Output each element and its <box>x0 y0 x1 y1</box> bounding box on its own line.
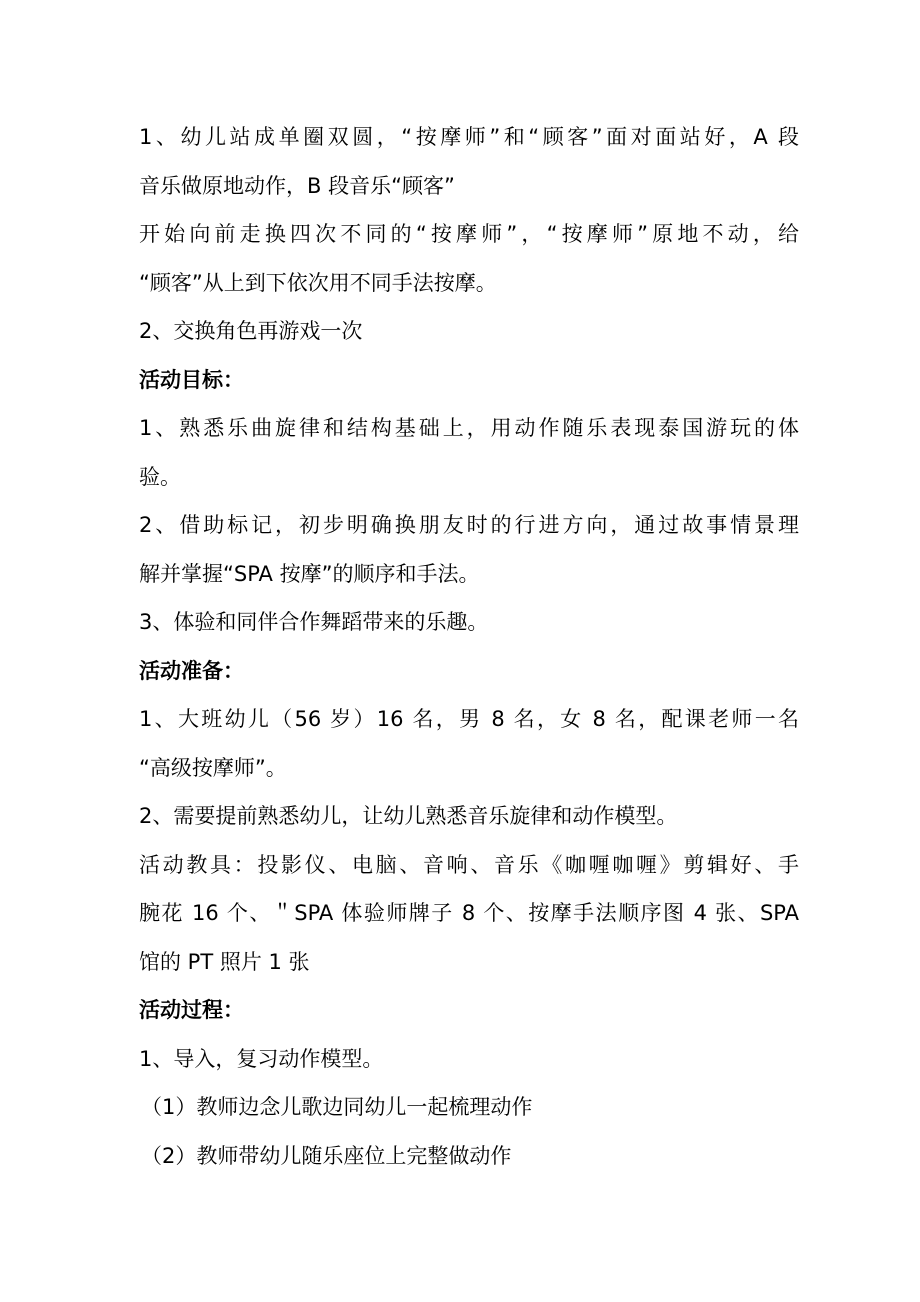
goal-1-line-2: 验。 <box>139 464 181 489</box>
tools-line-2: 腕花 16 个、＂SPA 体验师牌子 8 个、按摩手法顺序图 4 张、SPA <box>139 901 799 925</box>
rule-1-line-1: 1、幼儿站成单圈双圆，“按摩师”和“顾客”面对面站好，A 段 <box>139 125 799 149</box>
prep-heading: 活动准备： <box>139 658 244 683</box>
goal-2-line-1: 2、借助标记，初步明确换朋友时的行进方向，通过故事情景理 <box>139 513 799 537</box>
process-heading: 活动过程： <box>139 998 244 1022</box>
process-step-1b: （2）教师带幼儿随乐座位上完整做动作 <box>141 1143 512 1168</box>
goal-3: 3、体验和同伴合作舞蹈带来的乐趣。 <box>139 610 489 634</box>
rule-1-line-3: 开始向前走换四次不同的“按摩师”，“按摩师”原地不动，给 <box>139 222 799 246</box>
process-step-1: 1、导入，复习动作模型。 <box>139 1046 384 1071</box>
prep-1-line-2: “高级按摩师”。 <box>139 755 287 780</box>
prep-2: 2、需要提前熟悉幼儿，让幼儿熟悉音乐旋律和动作模型。 <box>139 804 678 828</box>
rule-2: 2、交换角色再游戏一次 <box>139 319 363 343</box>
prep-1-line-1: 1、大班幼儿（56 岁）16 名，男 8 名，女 8 名，配课老师一名 <box>139 707 799 731</box>
process-step-1a: （1）教师边念儿歌边同幼儿一起梳理动作 <box>141 1095 533 1119</box>
goal-1-line-1: 1、熟悉乐曲旋律和结构基础上，用动作随乐表现泰国游玩的体 <box>139 416 799 440</box>
rule-1-line-4: “顾客”从上到下依次用不同手法按摩。 <box>139 270 497 295</box>
goal-2-line-2: 解并掌握“SPA 按摩”的顺序和手法。 <box>139 561 480 586</box>
document-page <box>139 113 799 1180</box>
rule-1-line-2: 音乐做原地动作，B 段音乐“顾客” <box>139 173 455 198</box>
tools-line-1: 活动教具：投影仪、电脑、音响、音乐《咖喱咖喱》剪辑好、手 <box>139 852 799 877</box>
tools-line-3: 馆的 PT 照片 1 张 <box>139 949 310 974</box>
goals-heading: 活动目标： <box>139 367 244 392</box>
